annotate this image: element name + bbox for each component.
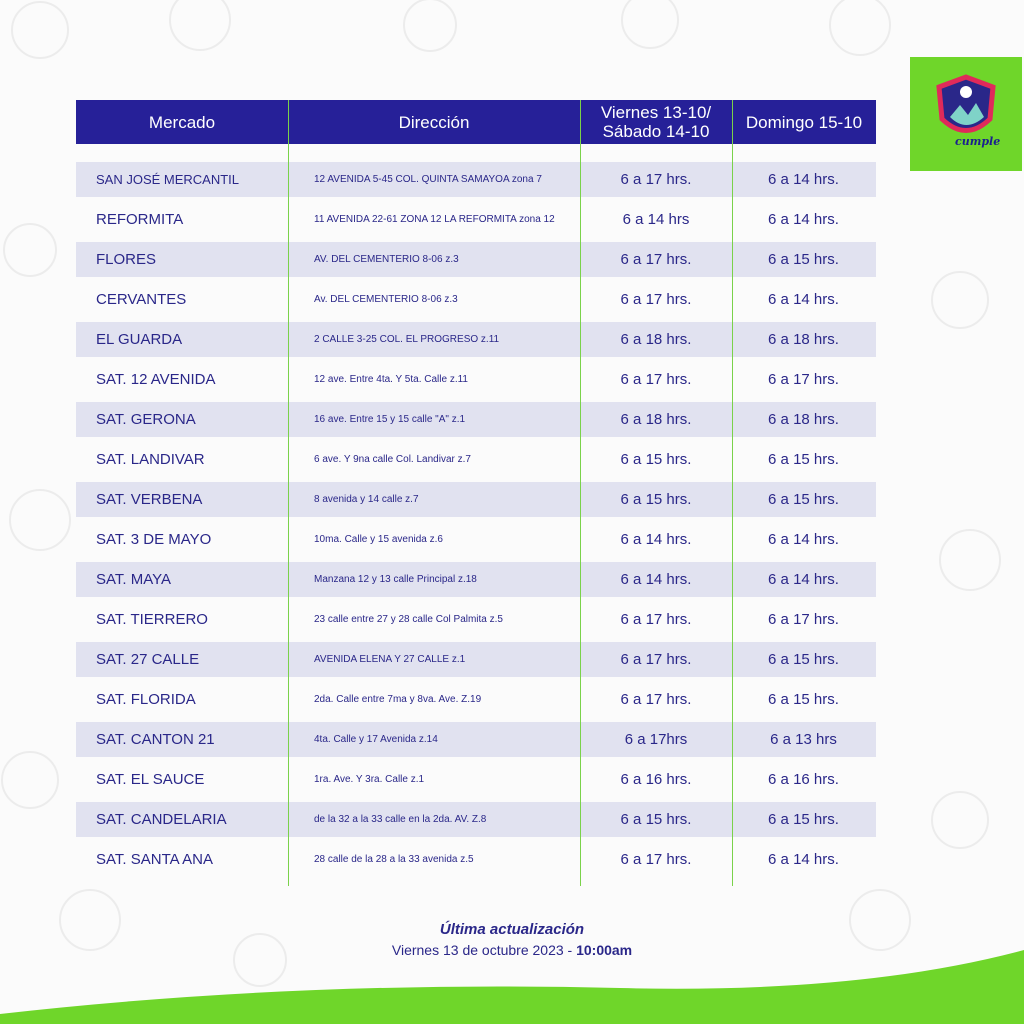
last-update-date-text: Viernes 13 de octubre 2023 - — [391, 942, 577, 958]
table-row — [76, 679, 876, 719]
cell-direccion: 11 AVENIDA 22-61 ZONA 12 LA REFORMITA zona 12 — [314, 213, 555, 225]
column-divider — [288, 100, 289, 886]
cell-mercado: SAT. CANDELARIA — [96, 810, 227, 828]
cell-domingo: 6 a 14 hrs. — [768, 570, 839, 588]
table-row — [76, 439, 876, 479]
cell-mercado: SAT. SANTA ANA — [96, 850, 213, 868]
cell-direccion: 2 CALLE 3-25 COL. EL PROGRESO z.11 — [314, 333, 500, 345]
header-direccion: Dirección — [398, 112, 470, 132]
cell-mercado: EL GUARDA — [96, 330, 183, 348]
cell-mercado: SAT. FLORIDA — [96, 690, 196, 708]
cell-mercado: CERVANTES — [96, 290, 187, 308]
table-row — [76, 719, 876, 759]
last-update-title: Última actualización — [439, 921, 585, 938]
shield-icon — [910, 57, 1022, 171]
table-row — [76, 319, 876, 359]
column-divider — [580, 100, 581, 886]
cell-viernes: 6 a 17 hrs. — [620, 850, 692, 868]
cell-viernes: 6 a 14 hrs — [622, 210, 690, 228]
cell-direccion: Manzana 12 y 13 calle Principal z.18 — [314, 573, 477, 585]
cell-direccion: 10ma. Calle y 15 avenida z.6 — [314, 533, 443, 545]
cell-direccion: 28 calle de la 28 a la 33 avenida z.5 — [314, 853, 474, 865]
cell-viernes: 6 a 17 hrs. — [620, 290, 692, 308]
table-row — [76, 639, 876, 679]
header-mercado: Mercado — [148, 112, 216, 132]
last-update-time: 10:00am — [576, 942, 633, 958]
table-row — [76, 399, 876, 439]
cell-direccion: AV. DEL CEMENTERIO 8-06 z.3 — [314, 253, 459, 265]
cell-viernes: 6 a 17 hrs. — [620, 650, 692, 668]
cell-domingo: 6 a 16 hrs. — [768, 770, 839, 788]
header-domingo: Domingo 15-10 — [745, 112, 863, 132]
cell-domingo: 6 a 14 hrs. — [768, 530, 839, 548]
cell-viernes: 6 a 15 hrs. — [620, 810, 692, 828]
table-row — [76, 239, 876, 279]
table-row — [76, 359, 876, 399]
table-row — [76, 799, 876, 839]
bottom-wave — [0, 950, 1024, 1024]
cell-viernes: 6 a 14 hrs. — [620, 570, 692, 588]
cell-mercado: SAT. VERBENA — [96, 490, 203, 508]
cell-domingo: 6 a 14 hrs. — [768, 210, 839, 228]
cell-domingo: 6 a 13 hrs — [770, 730, 837, 748]
cell-mercado: REFORMITA — [96, 210, 184, 228]
cell-direccion: 23 calle entre 27 y 28 calle Col Palmita z.5 — [314, 613, 503, 625]
cell-domingo: 6 a 17 hrs. — [768, 610, 839, 628]
table-row — [76, 759, 876, 799]
table-row — [76, 479, 876, 519]
cell-mercado: SAT. MAYA — [96, 570, 172, 588]
cell-direccion: AVENIDA ELENA Y 27 CALLE z.1 — [314, 653, 466, 665]
cell-direccion: de la 32 a la 33 calle en la 2da. AV. Z.8 — [314, 813, 487, 825]
cell-mercado: SAN JOSÉ MERCANTIL — [96, 171, 240, 187]
cell-mercado: SAT. CANTON 21 — [96, 730, 215, 748]
cell-direccion: 8 avenida y 14 calle z.7 — [314, 493, 419, 505]
cell-direccion: Av. DEL CEMENTERIO 8-06 z.3 — [314, 293, 458, 305]
cell-mercado: SAT. LANDIVAR — [96, 450, 205, 468]
cell-domingo: 6 a 14 hrs. — [768, 850, 839, 868]
table-row — [76, 599, 876, 639]
cell-domingo: 6 a 15 hrs. — [768, 690, 839, 708]
table-row — [76, 159, 876, 199]
cell-direccion: 4ta. Calle y 17 Avenida z.14 — [314, 733, 438, 745]
cell-direccion: 1ra. Ave. Y 3ra. Calle z.1 — [314, 773, 425, 785]
header-viernes-line1: Viernes 13-10/ — [600, 103, 712, 122]
table-row — [76, 839, 876, 879]
cell-viernes: 6 a 18 hrs. — [620, 330, 692, 348]
cell-viernes: 6 a 17hrs — [624, 730, 688, 748]
cell-viernes: 6 a 15 hrs. — [620, 490, 692, 508]
cell-viernes: 6 a 14 hrs. — [620, 530, 692, 548]
cell-mercado: SAT. TIERRERO — [96, 610, 208, 628]
cell-viernes: 6 a 17 hrs. — [620, 610, 692, 628]
header-viernes-line2: Sábado 14-10 — [602, 122, 710, 141]
cell-viernes: 6 a 17 hrs. — [620, 250, 692, 268]
logo-text: cumple — [955, 135, 1001, 148]
cell-domingo: 6 a 15 hrs. — [768, 490, 839, 508]
cell-domingo: 6 a 18 hrs. — [768, 410, 839, 428]
cell-domingo: 6 a 18 hrs. — [768, 330, 839, 348]
cell-viernes: 6 a 17 hrs. — [620, 370, 692, 388]
logo — [910, 57, 1022, 171]
cell-domingo: 6 a 14 hrs. — [768, 170, 839, 188]
cell-direccion: 12 AVENIDA 5-45 COL. QUINTA SAMAYOA zona 7 — [314, 173, 542, 185]
cell-mercado: SAT. 12 AVENIDA — [96, 370, 216, 388]
cell-domingo: 6 a 14 hrs. — [768, 290, 839, 308]
cell-viernes: 6 a 18 hrs. — [620, 410, 692, 428]
table-header — [76, 100, 876, 144]
column-divider — [732, 100, 733, 886]
cell-mercado: SAT. 3 DE MAYO — [96, 530, 212, 548]
cell-direccion: 2da. Calle entre 7ma y 8va. Ave. Z.19 — [314, 693, 482, 705]
cell-domingo: 6 a 15 hrs. — [768, 250, 839, 268]
cell-domingo: 6 a 17 hrs. — [768, 370, 839, 388]
cell-viernes: 6 a 15 hrs. — [620, 450, 692, 468]
header-viernes — [580, 100, 732, 144]
cell-viernes: 6 a 17 hrs. — [620, 170, 692, 188]
cell-viernes: 6 a 17 hrs. — [620, 690, 692, 708]
cell-domingo: 6 a 15 hrs. — [768, 650, 839, 668]
table-row — [76, 199, 876, 239]
cell-domingo: 6 a 15 hrs. — [768, 810, 839, 828]
table-row — [76, 559, 876, 599]
cell-domingo: 6 a 15 hrs. — [768, 450, 839, 468]
cell-direccion: 16 ave. Entre 15 y 15 calle "A" z.1 — [314, 413, 466, 425]
cell-direccion: 6 ave. Y 9na calle Col. Landivar z.7 — [314, 453, 471, 465]
cell-direccion: 12 ave. Entre 4ta. Y 5ta. Calle z.11 — [314, 373, 468, 385]
cell-mercado: SAT. 27 CALLE — [96, 650, 200, 668]
table-row — [76, 279, 876, 319]
cell-mercado: SAT. EL SAUCE — [96, 770, 205, 788]
table-row — [76, 519, 876, 559]
cell-mercado: SAT. GERONA — [96, 410, 196, 428]
cell-viernes: 6 a 16 hrs. — [620, 770, 692, 788]
cell-mercado: FLORES — [96, 250, 157, 268]
